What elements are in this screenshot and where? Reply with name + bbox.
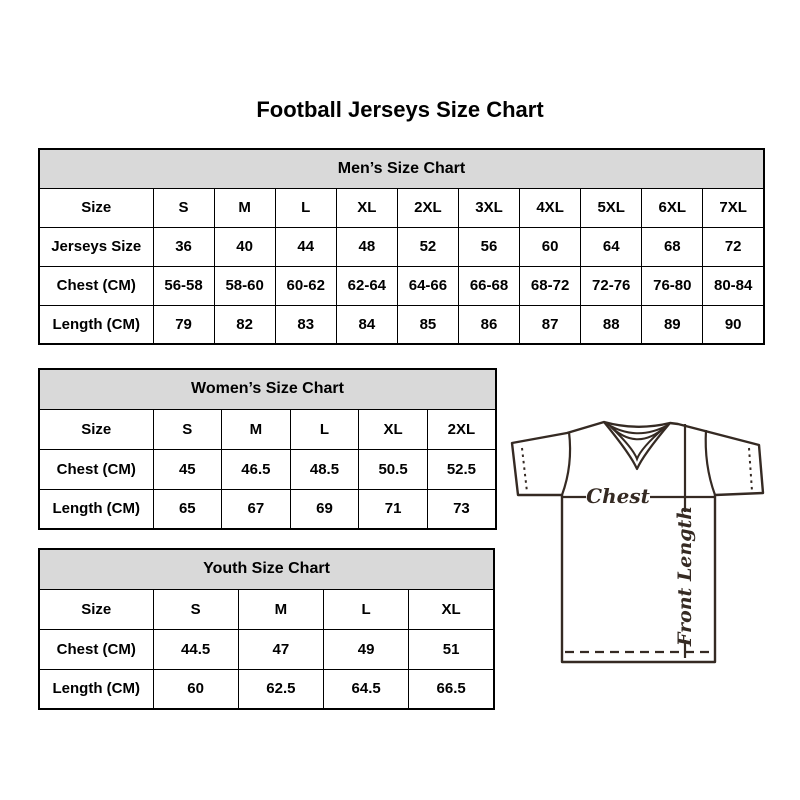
value-cell: 60 (520, 227, 581, 266)
value-cell: 85 (397, 305, 458, 344)
table-row (39, 589, 494, 629)
value-cell: 49 (324, 629, 409, 669)
value-cell: 52 (397, 227, 458, 266)
value-cell: M (222, 409, 291, 449)
value-cell: 45 (153, 449, 222, 489)
value-cell: 83 (275, 305, 336, 344)
value-cell: 64-66 (397, 266, 458, 305)
value-cell: 68-72 (520, 266, 581, 305)
value-cell: 40 (214, 227, 275, 266)
value-cell: 3XL (458, 188, 519, 227)
value-cell: 47 (238, 629, 323, 669)
table-title-row (39, 149, 764, 188)
value-cell: 66.5 (409, 669, 494, 709)
table-row (39, 669, 494, 709)
table-title: Youth Size Chart (39, 549, 494, 589)
row-header-cell: Length (CM) (39, 489, 153, 529)
row-header-cell: Length (CM) (39, 669, 153, 709)
table-row (39, 227, 764, 266)
value-cell: L (324, 589, 409, 629)
row-header-cell: Size (39, 409, 153, 449)
table-row (39, 266, 764, 305)
value-cell: 50.5 (359, 449, 428, 489)
value-cell: 62-64 (336, 266, 397, 305)
value-cell: 7XL (703, 188, 764, 227)
value-cell: 48 (336, 227, 397, 266)
value-cell: 36 (153, 227, 214, 266)
table-row (39, 629, 494, 669)
row-header-cell: Length (CM) (39, 305, 153, 344)
left-sleeve-seam (562, 432, 570, 495)
jersey-measurement-diagram (500, 400, 778, 685)
mens-size-chart-table (38, 148, 765, 345)
table-title: Women’s Size Chart (39, 369, 496, 409)
value-cell: 69 (290, 489, 359, 529)
left-cuff-dashed-line (522, 448, 527, 492)
row-header-cell: Chest (CM) (39, 449, 153, 489)
value-cell: 44.5 (153, 629, 238, 669)
value-cell: 62.5 (238, 669, 323, 709)
value-cell: 87 (520, 305, 581, 344)
right-sleeve-seam (706, 430, 715, 495)
value-cell: M (214, 188, 275, 227)
value-cell: 60 (153, 669, 238, 709)
value-cell: S (153, 409, 222, 449)
table-row (39, 449, 496, 489)
value-cell: 76-80 (642, 266, 703, 305)
value-cell: L (275, 188, 336, 227)
value-cell: 4XL (520, 188, 581, 227)
table-title-row (39, 549, 494, 589)
table-title-row (39, 369, 496, 409)
value-cell: XL (336, 188, 397, 227)
value-cell: 80-84 (703, 266, 764, 305)
value-cell: 90 (703, 305, 764, 344)
value-cell: 64.5 (324, 669, 409, 709)
value-cell: XL (359, 409, 428, 449)
value-cell: 58-60 (214, 266, 275, 305)
table-title: Men’s Size Chart (39, 149, 764, 188)
row-header-cell: Chest (CM) (39, 629, 153, 669)
value-cell: 89 (642, 305, 703, 344)
front-length-label: Front Length (674, 505, 696, 647)
value-cell: 51 (409, 629, 494, 669)
table-row (39, 188, 764, 227)
value-cell: 44 (275, 227, 336, 266)
row-header-cell: Chest (CM) (39, 266, 153, 305)
chest-label: Chest (586, 484, 650, 508)
value-cell: XL (409, 589, 494, 629)
value-cell: S (153, 188, 214, 227)
value-cell: M (238, 589, 323, 629)
value-cell: 84 (336, 305, 397, 344)
table-row (39, 409, 496, 449)
value-cell: 73 (427, 489, 496, 529)
value-cell: 86 (458, 305, 519, 344)
value-cell: S (153, 589, 238, 629)
v-neck-inner (611, 427, 664, 459)
value-cell: 79 (153, 305, 214, 344)
womens-size-chart-table (38, 368, 497, 530)
value-cell: 72-76 (581, 266, 642, 305)
value-cell: 65 (153, 489, 222, 529)
value-cell: 48.5 (290, 449, 359, 489)
table-row (39, 305, 764, 344)
value-cell: 64 (581, 227, 642, 266)
value-cell: 56-58 (153, 266, 214, 305)
value-cell: 5XL (581, 188, 642, 227)
value-cell: 72 (703, 227, 764, 266)
value-cell: 2XL (397, 188, 458, 227)
row-header-cell: Size (39, 589, 153, 629)
right-cuff-dashed-line (749, 448, 752, 491)
value-cell: 60-62 (275, 266, 336, 305)
row-header-cell: Jerseys Size (39, 227, 153, 266)
value-cell: 56 (458, 227, 519, 266)
value-cell: 68 (642, 227, 703, 266)
page-title: Football Jerseys Size Chart (256, 97, 544, 122)
value-cell: 2XL (427, 409, 496, 449)
value-cell: 46.5 (222, 449, 291, 489)
value-cell: 52.5 (427, 449, 496, 489)
row-header-cell: Size (39, 188, 153, 227)
table-row (39, 489, 496, 529)
value-cell: 67 (222, 489, 291, 529)
value-cell: 6XL (642, 188, 703, 227)
value-cell: 71 (359, 489, 428, 529)
value-cell: L (290, 409, 359, 449)
youth-size-chart-table (38, 548, 495, 710)
value-cell: 88 (581, 305, 642, 344)
value-cell: 66-68 (458, 266, 519, 305)
value-cell: 82 (214, 305, 275, 344)
